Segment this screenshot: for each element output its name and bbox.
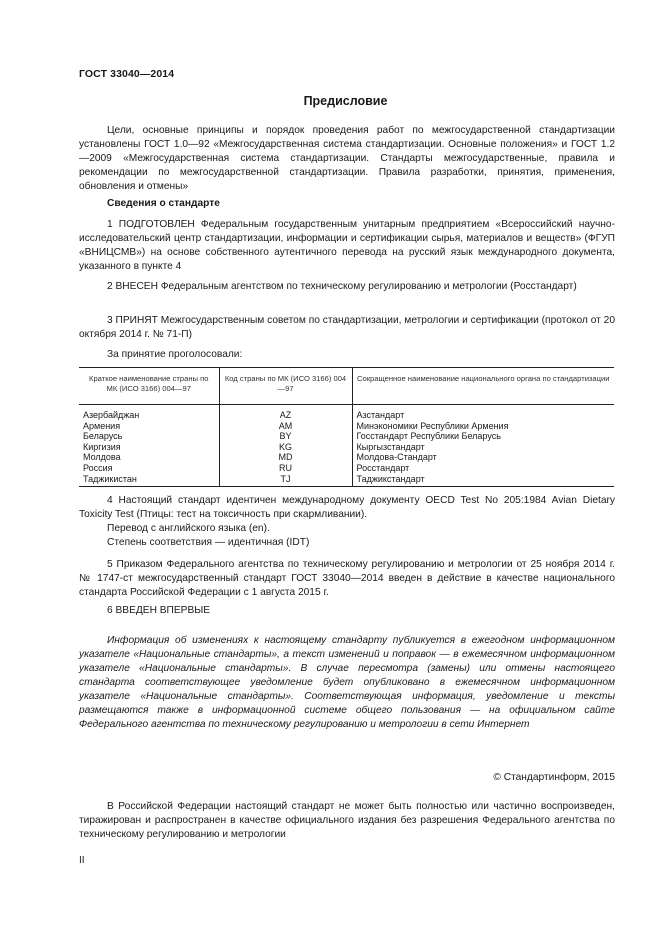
table-cell-code: TJ xyxy=(219,474,352,487)
voting-table xyxy=(79,367,614,487)
table-row xyxy=(79,463,614,474)
item-4-text: 4 Настоящий стандарт идентичен международному документу OECD Test No 205:1984 Avian Dietary Toxicity Test (Птицы: тест на токсичность при скармливании). xyxy=(79,495,615,520)
item-5 xyxy=(79,558,615,600)
amendments-notice-text: Информация об изменениях к настоящему стандарту публикуется в ежегодном информационном указателе «Национальные стандарты», а текст изменений и поправок — в ежемесячном информационном указателе «Национальные стандарты». В случае пересмотра (замены) или отмены настоящего стандарта соответствующее уведомление будет опубликовано в ежемесячном информационном указателе «Национальные стандарты». Соответствующая информация, уведомление и тексты размещаются также в информационной системе общего пользования — на официальном сайте Федерального агентства по техническому регулированию и метрологии в сети Интернет xyxy=(79,635,615,730)
table-header-country: Краткое наименование страны по МК (ИСО 3166) 004—97 xyxy=(79,368,219,405)
table-cell-country: Азербайджан xyxy=(83,410,140,420)
table-cell-country: Армения xyxy=(83,420,121,431)
table-cell-body: Росстандарт xyxy=(356,462,410,473)
item-1 xyxy=(79,218,615,274)
table-header-code: Код страны по МК (ИСО 3166) 004—97 xyxy=(219,368,352,405)
table-cell-body: Таджикстандарт xyxy=(352,474,614,487)
voted-label-text: За принятие проголосовали: xyxy=(107,349,243,360)
table-cell-body: Госстандарт Республики Беларусь xyxy=(356,431,501,442)
table-row xyxy=(79,405,614,421)
item-6 xyxy=(79,604,615,618)
page-number: II xyxy=(79,855,85,866)
item-4-degree: Степень соответствия — идентичная (IDT) xyxy=(107,537,310,548)
page-title-text: Предисловие xyxy=(303,94,388,108)
table-cell-code: RU xyxy=(219,463,352,474)
table-cell-body: Кыргызстандарт xyxy=(356,441,425,452)
table-cell-country: Молдова xyxy=(83,452,121,463)
item-2-text: 2 ВНЕСЕН Федеральным агентством по техническому регулированию и метрологии (Росстандарт) xyxy=(107,281,577,292)
table-row xyxy=(79,474,614,487)
info-heading: Сведения о стандарте xyxy=(107,198,220,209)
item-5-text: 5 Приказом Федерального агентства по техническому регулированию и метрологии от 25 ноября 2014 г. № 1747-ст межгосударственный стандарт ГОСТ 33040—2014 введен в действие в качестве национального стандарта Российской Федерации с 1 августа 2015 г. xyxy=(79,559,615,598)
copyright-notice: © Стандартинформ, 2015 xyxy=(493,772,615,783)
table-row xyxy=(79,442,614,453)
item-6-text: 6 ВВЕДЕН ВПЕРВЫЕ xyxy=(107,605,211,616)
amendments-notice xyxy=(79,634,615,732)
item-4-translation: Перевод с английского языка (en). xyxy=(107,523,270,534)
table-header-row xyxy=(79,368,614,405)
table-cell-country: Россия xyxy=(83,462,113,473)
table-row xyxy=(79,431,614,442)
page-title xyxy=(0,94,661,108)
table-cell-country: Таджикистан xyxy=(79,474,219,487)
item-1-text: 1 ПОДГОТОВЛЕН Федеральным государственным унитарным предприятием «Всероссийский научно-исследовательский центр стандартизации, информации и сертификации сырья, материалов и веществ» (ФГУП «ВНИЦСМВ») на основе собственного аутентичного перевода на русский язык международного документа, указанного в пункте 4 xyxy=(79,219,615,272)
item-2 xyxy=(79,280,615,294)
table-cell-code: MD xyxy=(219,452,352,463)
table-cell-code: KG xyxy=(219,442,352,453)
item-3-text: 3 ПРИНЯТ Межгосударственным советом по стандартизации, метрологии и сертификации (протокол от 20 октября 2014 г. № 71-П) xyxy=(79,315,615,340)
voted-label xyxy=(79,348,615,362)
table-row xyxy=(79,452,614,463)
legal-notice xyxy=(79,800,615,842)
table-cell-code: BY xyxy=(219,431,352,442)
intro-paragraph xyxy=(79,124,615,194)
table-cell-body: Минэкономики Республики Армения xyxy=(356,420,509,431)
table-cell-body: Азстандарт xyxy=(356,410,405,420)
table-header-body: Сокращенное наименование национального органа по стандартизации xyxy=(352,368,614,405)
table-cell-code: AZ xyxy=(219,405,352,421)
table-row xyxy=(79,421,614,432)
table-cell-country: Киргизия xyxy=(83,441,121,452)
table-cell-country: Беларусь xyxy=(83,431,123,442)
intro-text: Цели, основные принципы и порядок проведения работ по межгосударственной стандартизации установлены ГОСТ 1.0—92 «Межгосударственная система стандартизации. Основные положения» и ГОСТ 1.2—2009 «Межгосударственная система стандартизации. Стандарты межгосударственные, правила и рекомендации по межгосударственной стандартизации. Правила разработки, принятия, применения, обновления и отмены» xyxy=(79,125,615,192)
document-code-header: ГОСТ 33040—2014 xyxy=(79,68,175,80)
table-cell-code: AM xyxy=(219,421,352,432)
item-4 xyxy=(79,494,615,550)
item-3 xyxy=(79,314,615,342)
table-cell-body: Молдова-Стандарт xyxy=(356,452,437,463)
legal-notice-text: В Российской Федерации настоящий стандарт не может быть полностью или частично воспроизведен, тиражирован и распространен в качестве официального издания без разрешения Федерального агентства по техническому регулированию и метрологии xyxy=(79,801,615,840)
